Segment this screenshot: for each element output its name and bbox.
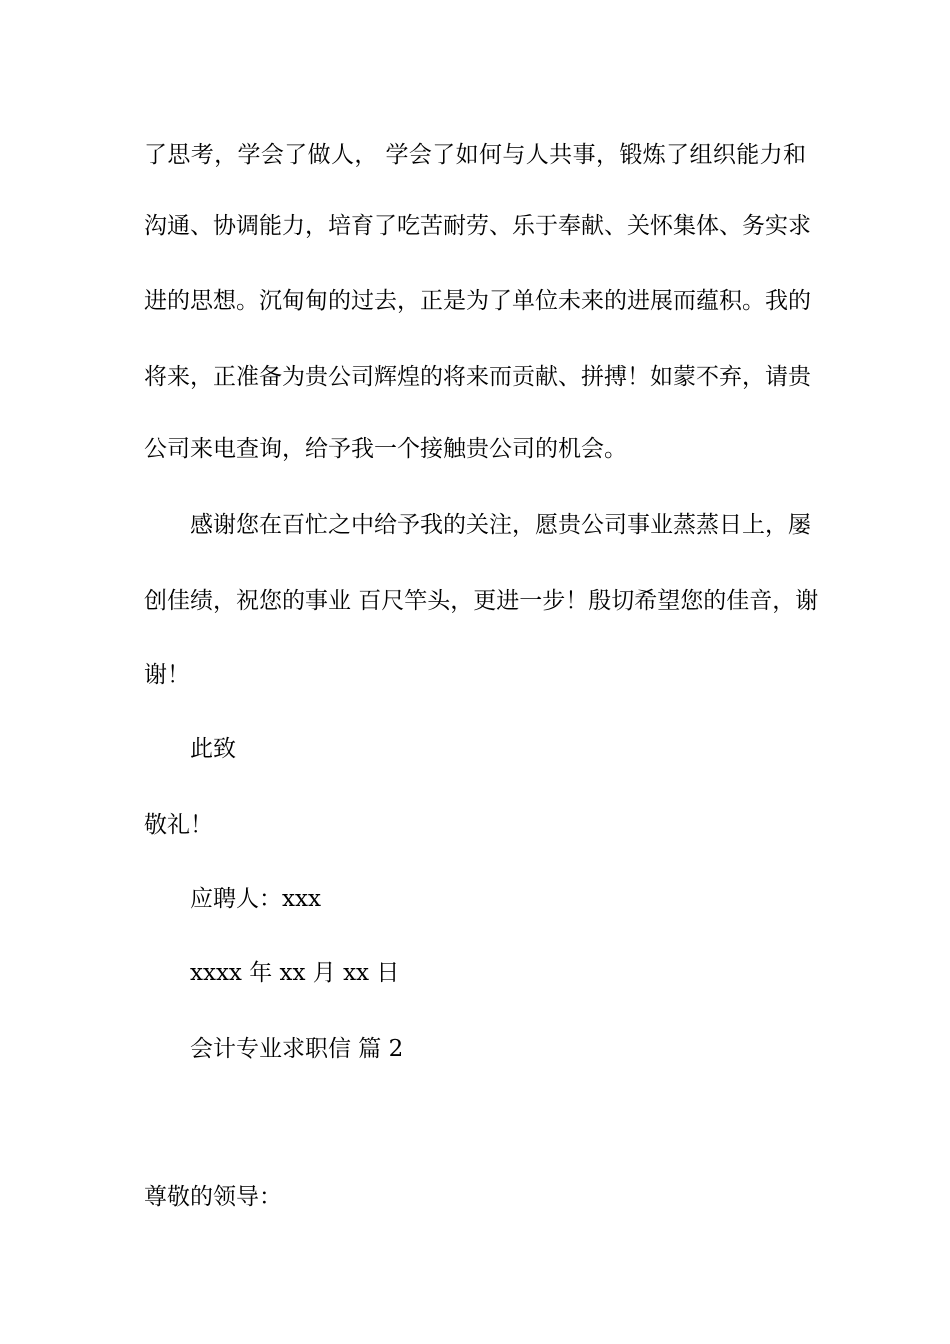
closing-line-2: 敬礼！ [144, 812, 213, 838]
salutation: 尊敬的领导： [144, 1184, 282, 1210]
body-text-line: 创佳绩，祝您的事业 百尺竿头，更进一步！殷切希望您的佳音，谢 [144, 588, 819, 614]
body-text-line: 了思考，学会了做人， 学会了如何与人共事，锻炼了组织能力和 [144, 142, 806, 168]
body-text-line: 公司来电查询，给予我一个接触贵公司的机会。 [144, 436, 627, 462]
closing-line-1: 此致 [190, 736, 236, 762]
section-title: 会计专业求职信 篇 2 [190, 1036, 404, 1062]
letter-date: xxxx 年 xx 月 xx 日 [190, 960, 400, 986]
body-text-line: 谢！ [144, 662, 190, 688]
body-text-line: 将来，正准备为贵公司辉煌的将来而贡献、拼搏！如蒙不弃，请贵 [144, 364, 811, 390]
body-text-line: 沟通、协调能力，培育了吃苦耐劳、乐于奉献、关怀集体、务实求 [144, 213, 811, 239]
applicant-signature: 应聘人：xxx [190, 886, 321, 912]
body-text-line: 感谢您在百忙之中给予我的关注，愿贵公司事业蒸蒸日上，屡 [190, 512, 811, 538]
body-text-line: 进的思想。沉甸甸的过去，正是为了单位未来的进展而蕴积。我的 [144, 288, 811, 314]
